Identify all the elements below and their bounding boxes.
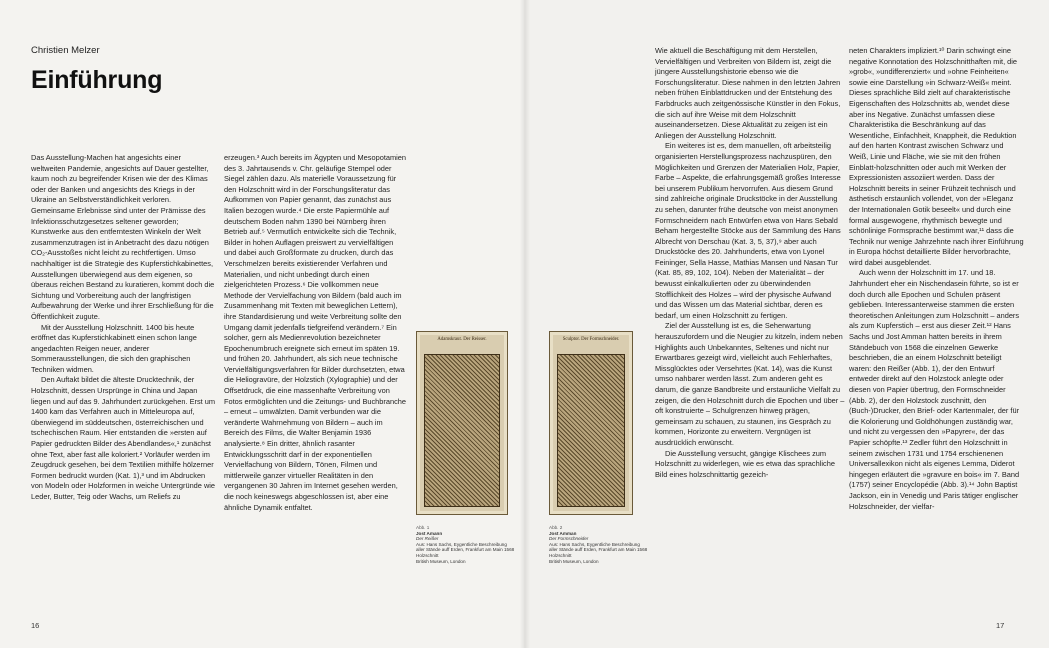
work-source: Aus: Hans Sachs, Eygentliche Beschreibung aller Stände auff Erden, Frankfurt am Main 1568 [416, 541, 515, 553]
figure-2-top-label: Sculptor. Der Formschneider. [562, 337, 620, 342]
figure-1-caption [416, 525, 516, 564]
paragraph: Den Auftakt bildet die älteste Drucktechnik, der Holzschnitt, dessen Ursprünge in China und Japan liegen und auf das 9. Jahrhundert zurückgehen. Erst um 1400 kam das Verfahren auch in Mitteleuropa auf, überwiegend im süddeutschen, österreichischen und tschechischen Raum. Hier entstanden die »ersten auf Papier gedruckten Bilder des Abendlandes«,¹ zunächst ohne Text, aber fast alle koloriert.² Vorläufer werden im Zeugdruck gesehen, bei dem Textilien mithilfe hölzerner Formen bedruckt wurden (Kat. 1),³ und im Abdrucken von Modeln oder Holzformen in weiche Untergründe wie Leder, Butter, Teig oder Wachs, um Reliefs zu [31, 375, 216, 501]
figure-number: Abb. 1 [416, 525, 430, 530]
work-medium: Holzschnitt [549, 552, 572, 558]
figure-1-woodcut [416, 331, 508, 515]
work-collection: British Museum, London [549, 558, 599, 564]
work-title: Der Formschneider [549, 536, 589, 542]
paragraph: Auch wenn der Holzschnitt im 17. und 18. Jahrhundert eher ein Nischendasein führte, so ist er doch durch alle Epochen und Schulen präsent geblieben. Interessanterweise stammen die ersten theoretischen Anleitungen zum Holzschnitt – anders als zum Kupferstich – erst aus dieser Zeit.¹² Hans Sachs und Jost Amman hatten bereits in ihrem Ständebuch von 1568 die einzelnen Gewerke beschrieben, die an einem Holzschnitt beteiligt waren: den Reißer (Abb. 1), der den Entwurf entweder direkt auf den Holzstock anlegte oder diesen von Papier übertrug, den Formschneider (Abb. 2), der den Holzstock zuschnitt, den (Buch-)Drucker, den Brief- oder Kartenmaler, der für die Kolorierung und Goldhöhungen zuständig war, und nicht zu vergessen den »Papyrer«, der das Papier schöpfte.¹³ Zedler führt den Holzschnitt in seinem zwischen 1731 und 1754 erschienenen Universallexikon nicht als eigenes Lemma, Diderot hingegen erläutert die »gravure en bois« im 7. Band (1757) seiner Encyclopédie (Abb. 3).¹⁴ John Baptist Jackson, ein in Venedig und Paris tätiger englischer Holzschneider, der vielfar- [849, 268, 1020, 511]
figure-2-caption [549, 525, 649, 564]
paragraph: neten Charakters impliziert.¹⁰ Darin schwingt eine negative Konnotation des Holzschnitthaften mit, die »grob«, »undifferenziert« und »ohne Feinheiten« sowie eine Darstellung »in Schwarz-Weiß« meint. Dieses sprachliche Bild zielt auf charakteristische Eigenschaften des Holzschnitts ab, wendet diese aber ins Negative. Zunächst umfassen diese Charakteristika die Beschränkung auf das Wesentliche, Einfachheit, Knappheit, die Reduktion auf den harten Kontrast zwischen Schwarz und Weiß, Linie und Fläche, wie sie mit den frühen Einblatt-holzschnitten oder auch mit Werken der Expressionisten assoziiert werden. Dass der Holzschnitt bereits in seiner Frühzeit technisch und ästhetisch erstaunlich vollendet, von der »Eleganz der Internationalen Gotik beseelt« und durch eine formal ausgewogene, rhythmisch bewegte und schönlinige Formsprache bestimmt war,¹¹ dass die Technik nur wenige Jahrzehnte nach ihrer Einführung in Europa höchst detaillierte Bilder hervorbrachte, wird dabei ausgeblendet. [849, 46, 1024, 267]
figure-1-top-label: Adamskraut. Der Reisser. [437, 337, 487, 342]
work-medium: Holzschnitt [416, 552, 439, 558]
author-name: Christien Melzer [31, 45, 100, 56]
page-number-left: 16 [31, 621, 40, 630]
artist-name: Jost Amman [549, 530, 577, 536]
paragraph: Mit der Ausstellung Holzschnitt. 1400 bis heute eröffnet das Kupferstichkabinett einen schon lange angedachten Reigen neuer, anderer Sommerausstellungen, die sich den graphischen Techniken widmen. [31, 322, 197, 374]
text-column-2 [224, 153, 406, 513]
artist-name: Jost Amann [416, 530, 443, 536]
paragraph: Ziel der Ausstellung ist es, die Seherwartung herauszufordern und die Neugier zu kitzeln, indem neben Highlights auch Unbekanntes, Seltenes und nicht nur Erwartbares gezeigt wird, vielleicht auch Fehlerhaftes, Missglücktes oder Versehrtes (Kat. 14), was die Kunst umso nahbarer werden lässt. Zum anderen geht es darum, die ganze Bandbreite und erstaunliche Vielfalt zu zeigen, die den Holzschnitt durch die Epochen und über – oft konstruierte – Schulgrenzen hinweg prägen, gemeinsam zu schauen, zu staunen, ins Gespräch zu kommen, Horizonte zu erweitern. Vergnügen ist ausdrücklich erwünscht. [655, 321, 845, 447]
work-title: Der Reißer [416, 536, 439, 542]
page-number-right: 17 [996, 621, 1005, 630]
paragraph: Das Ausstellung-Machen hat angesichts einer weltweiten Pandemie, angesichts auf Dauer gestellter, kaum noch zu begreifender Krisen wie der des Klimas oder der Banken und angesichts des Kriegs in der Ukraine an Selbstverständlichkeit verloren. Gemeinsame Erlebnisse sind unter der Prämisse des Infektionsschutzgesetzes seltener geworden; Kunstwerke aus den entferntesten Winkeln der Welt zusammenzutragen ist in Anbetracht des dazu nötigen CO₂-Ausstoßes nicht leicht zu rechtfertigen. Umso nachhaltiger ist die Strategie des Kupferstichkabinettes, Ausstellungen überwiegend aus dem eigenen, so überaus reichen Bestand zu kuratieren, kommt doch die Sichtung und Vorbereitung auch der langfristigen Aufbewahrung der Werke und ihrer Erschließung für die Öffentlichkeit zugute. [31, 153, 215, 321]
text-column-3 [655, 46, 845, 480]
paragraph: Die Ausstellung versucht, gängige Klischees zum Holzschnitt zu widerlegen, wie es etwa das sprachliche Bild eines holzschnittartig gezeich- [655, 448, 835, 479]
text-column-1 [31, 153, 216, 503]
book-gutter [520, 0, 530, 648]
paragraph: erzeugen.³ Auch bereits im Ägypten und Mesopotamien des 3. Jahrtausends v. Chr. geläufige Stempel oder Siegel zählen dazu. Als materielle Voraussetzung für den Holzschnitt wird in der Forschungsliteratur das Aufkommen von Papier genannt, das zunächst aus Italien bezogen wurde.⁴ Die erste Papiermühle auf deutschem Boden nahm 1390 bei Nürnberg ihren Betrieb auf.⁵ Vermutlich entwickelte sich die Technik, Bilder in hohen Auflagen preiswert zu vervielfältigen und dabei auch Großformate zu drucken, durch das Verschmelzen bereits existierender Verfahren und Materialien, und nicht unbedingt durch einen zielgerichteten Prozess.⁶ Die vollkommen neue Methode der Vervielfachung von Bildern (bald auch im Zusammenhang mit Texten mit beweglichen Lettern), ihre Standardisierung und weite Verbreitung sollte den Umgang damit jedenfalls tiefgreifend verändern.⁷ Ein solcher, gern als Medienrevolution bezeichneter Epochenumbruch ereignete sich erneut im späten 19. und frühen 20. Jahrhundert, als sich neue technische Vervielfältigungsverfahren für Bilder durchsetzten, etwa die Heliogravüre, der Holzstich (Xylographie) und der Offsetdruck, die eine massenhafte Verbreitung von Fotos ermöglichten und die Zeitungs- und Buchbranche – erneut – umwälzten. Damit verbunden war die veränderte Wahrnehmung von Bildern – auch im Bereich des Films, die Walter Benjamin 1936 analysierte.⁸ Ein dritter, ähnlich rasanter Entwicklungsschritt darf in der exponentiellen Vervielfachung von Bildern, Tönen, Filmen und mittlerweile ganzer virtueller Realitäten in den vergangenen 30 Jahren im Internet gesehen werden, die noch keineswegs abgeschlossen ist, aber eine ähnliche Dynamik entfaltet. [224, 153, 407, 512]
figure-2-woodcut [549, 331, 633, 515]
paragraph: Wie aktuell die Beschäftigung mit dem Herstellen, Vervielfältigen und Verbreiten von Bildern ist, zeigt die jüngere Ausstellungshistorie ebenso wie die Forschungsliteratur. Diese nahmen in den letzten Jahren neben frühen Einblattdrucken und der Entstehung des Farbdrucks auch zeitgenössische Künstler in den Fokus, die sich auf ihre Weise mit dem Holzschnitt auseinandersetzen. Diese Aktualität zu zeigen ist ein Anliegen der Ausstellung Holzschnitt. [655, 46, 841, 140]
woodcut-image [424, 354, 500, 507]
chapter-title: Einführung [31, 66, 163, 94]
woodcut-image [557, 354, 625, 507]
paragraph: Ein weiteres ist es, dem manuellen, oft arbeitsteilig organisierten Herstellungsprozess nachzuspüren, den Möglichkeiten und Grenzen der Materialien Holz, Papier, Farbe – Aspekte, die erfahrungsgemäß großes Interesse bei unserem Publikum hervorrufen. Aus diesem Grund sind zahlreiche originale Druckstöcke in der Ausstellung zu sehen, darunter frühe deutsche von meist anonymen Formschneidern nach Entwürfen etwa von Hans Sebald Beham hergestellte Stöcke aus der Sammlung des Hans Albrecht von Derschau (Kat. 3, 5, 37),⁹ aber auch Druckstöcke des 20. Jahrhunderts, etwa von Lyonel Feininger, Sella Hasse, Mathias Mansen und Nasan Tur (Kat. 85, 89, 102, 104). Neben der Materialität – der bewusst einkalkulierten oder zu überwindenden Stofflichkeit des Holzes – wird der physische Aufwand und das Wissen um das Material sichtbar, deren es bedarf, um einen Holzschnitt zu fertigen. [655, 141, 841, 320]
work-source: Aus: Hans Sachs, Eygentliche Beschreibung aller Stände auff Erden, Frankfurt am Main 1568 [549, 541, 648, 553]
work-collection: British Museum, London [416, 558, 466, 564]
figure-number: Abb. 2 [549, 525, 563, 530]
text-column-4 [849, 46, 1024, 512]
